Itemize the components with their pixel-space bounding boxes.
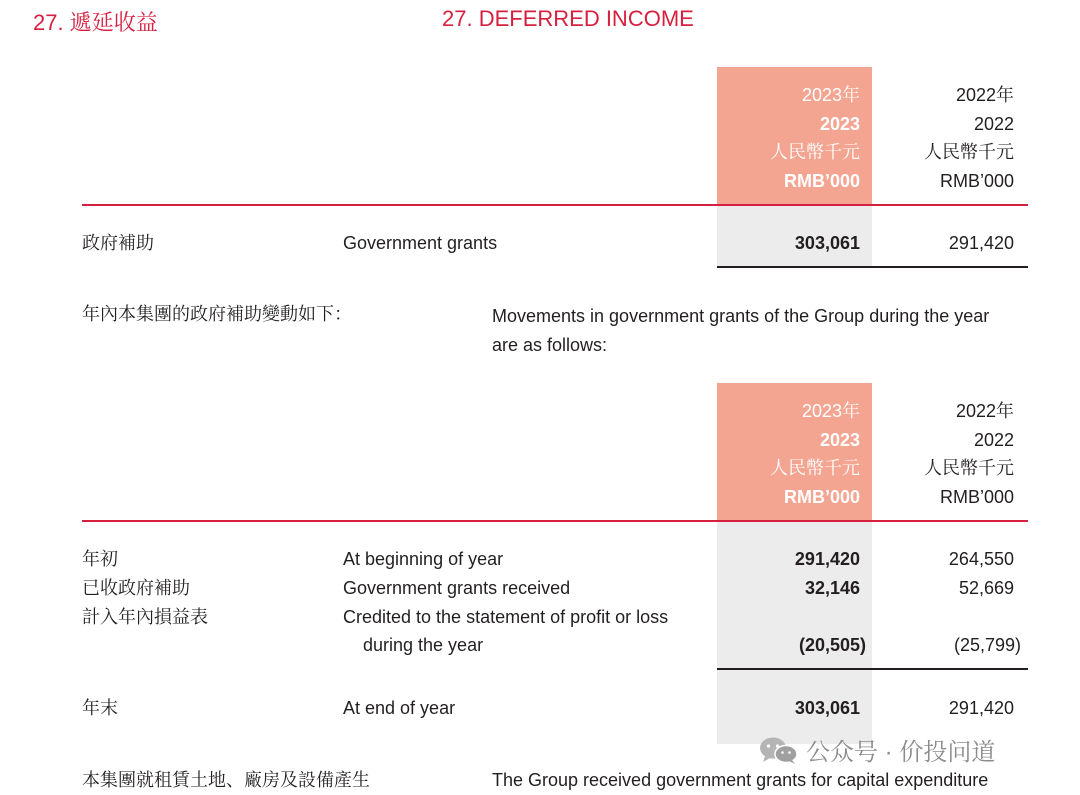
- table1-total-rule: [717, 266, 1028, 268]
- col-prior-unit: RMB’000: [939, 486, 1014, 507]
- row-value-prior: 291,420: [948, 233, 1014, 253]
- col-current-year-zh: 2023年: [801, 85, 860, 105]
- col-current-unit-zh: 人民幣千元: [770, 458, 860, 479]
- total-value-prior: 291,420: [948, 698, 1014, 718]
- col-current-year: 2023: [819, 113, 860, 134]
- col-prior-year: 2022: [973, 429, 1014, 450]
- wechat-icon: [758, 735, 800, 765]
- row-label-en: Government grants received: [343, 578, 571, 598]
- col-prior-year-zh: 2022年: [955, 85, 1014, 105]
- col-current-unit: RMB’000: [783, 486, 860, 507]
- row-value-current: 303,061: [794, 233, 860, 253]
- row-value-current: 32,146: [804, 578, 860, 598]
- intro-text-en-line2: are as follows:: [492, 334, 608, 355]
- row-value-current: 291,420: [794, 549, 860, 569]
- table1-header-rule: [82, 204, 1028, 206]
- col-current-year-zh: 2023年: [801, 401, 860, 421]
- footer-text-zh: 本集團就租賃土地、廠房及設備產生: [82, 770, 370, 790]
- section-heading-en: 27. DEFERRED INCOME: [442, 6, 694, 31]
- table2-header-rule: [82, 520, 1028, 522]
- total-label-zh: 年末: [82, 698, 118, 718]
- col-prior-unit-zh: 人民幣千元: [924, 142, 1014, 163]
- row-value-prior: 264,550: [948, 549, 1014, 569]
- row-label-zh: 政府補助: [82, 233, 154, 253]
- col-prior-unit-zh: 人民幣千元: [924, 458, 1014, 479]
- row-value-current: (20,505): [798, 635, 866, 655]
- row-label-en-cont: during the year: [363, 635, 484, 655]
- col-current-year: 2023: [819, 429, 860, 450]
- col-current-unit: RMB’000: [783, 170, 860, 191]
- row-label-zh: 計入年內損益表: [82, 607, 208, 627]
- table2-subtotal-rule: [717, 668, 1028, 670]
- intro-text-zh: 年內本集團的政府補助變動如下：: [82, 304, 352, 324]
- intro-text-en-line1: Movements in government grants of the Group during the year: [492, 306, 990, 326]
- col-prior-unit: RMB’000: [939, 170, 1014, 191]
- col-prior-year-zh: 2022年: [955, 401, 1014, 421]
- col-current-unit-zh: 人民幣千元: [770, 142, 860, 163]
- total-value-current: 303,061: [794, 698, 860, 718]
- section-heading-zh: 27. 遞延收益: [33, 10, 158, 35]
- row-label-zh: 年初: [82, 549, 118, 569]
- row-label-en: Credited to the statement of profit or loss: [343, 607, 669, 627]
- watermark: [758, 732, 995, 767]
- row-label-zh: 已收政府補助: [82, 578, 190, 598]
- watermark-text: 公众号 · 价投问道: [806, 739, 996, 766]
- col-prior-year: 2022: [973, 113, 1014, 134]
- row-label-en: At beginning of year: [343, 549, 504, 569]
- row-value-prior: 52,669: [958, 578, 1014, 598]
- footer-text-en: The Group received government grants for capital expenditure: [492, 770, 989, 790]
- row-label-en: Government grants: [343, 233, 498, 253]
- row-value-prior: (25,799): [953, 635, 1021, 655]
- total-label-en: At end of year: [343, 698, 456, 718]
